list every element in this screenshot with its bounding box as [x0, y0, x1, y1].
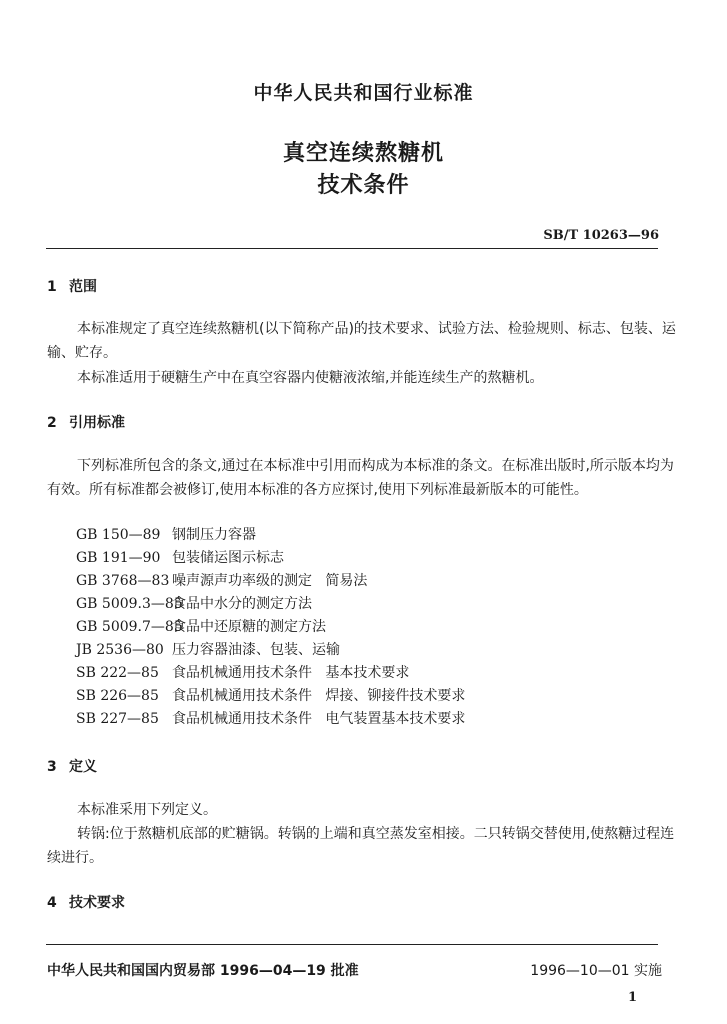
section-title: 引用标准	[69, 415, 125, 431]
reference-code: GB 150—89	[76, 527, 161, 543]
reference-title: 食品机械通用技术条件 焊接、铆接件技术要求	[172, 688, 466, 704]
top-divider	[46, 248, 658, 249]
reference-item	[76, 685, 465, 708]
reference-item	[76, 547, 284, 570]
reference-code: SB 226—85	[76, 688, 159, 704]
paragraph: 下列标准所包含的条文,通过在本标准中引用而构成为本标准的条文。在标准出版时,所示版本均为有效。所有标准都会被修订,使用本标准的各方应探讨,使用下列标准最新版本的可能性。	[47, 458, 674, 498]
reference-code: JB 2536—80	[76, 642, 164, 658]
section-heading-1	[47, 276, 97, 296]
reference-code: GB 5009.3—85	[76, 596, 183, 612]
section-number: 1	[47, 279, 57, 295]
section-title: 技术要求	[69, 895, 125, 911]
standard-category-header: 中华人民共和国行业标准	[253, 82, 474, 104]
reference-item	[76, 662, 409, 685]
paragraph: 本标准采用下列定义。	[77, 802, 217, 818]
reference-code: GB 191—90	[76, 550, 161, 566]
effective-date: 1996—10—01 实施	[530, 963, 662, 979]
section-heading-2	[47, 412, 125, 432]
reference-code: SB 222—85	[76, 665, 159, 681]
reference-item	[76, 639, 340, 662]
reference-item	[76, 524, 256, 547]
section-number: 4	[47, 895, 57, 911]
reference-code: GB 5009.7—85	[76, 619, 183, 635]
reference-item	[76, 593, 312, 616]
section-number: 2	[47, 415, 57, 431]
reference-item	[76, 708, 465, 731]
section-heading-3	[47, 756, 97, 776]
section-title: 范围	[69, 279, 97, 295]
reference-title: 食品中还原糖的测定方法	[172, 619, 326, 635]
page-number: 1	[627, 990, 637, 1005]
reference-title: 钢制压力容器	[172, 527, 256, 543]
document-title-line1: 真空连续熬糖机	[282, 141, 444, 166]
paragraph: 转锅:位于熬糖机底部的贮糖锅。转锅的上端和真空蒸发室相接。二只转锅交替使用,使熬糖过程连续进行。	[47, 826, 675, 866]
paragraph: 本标准适用于硬糖生产中在真空容器内使糖液浓缩,并能连续生产的熬糖机。	[77, 370, 544, 386]
reference-code: SB 227—85	[76, 711, 159, 727]
reference-item	[76, 570, 367, 593]
section-number: 3	[47, 759, 57, 775]
standard-number: SB/T 10263—96	[543, 228, 659, 243]
reference-title: 食品中水分的测定方法	[172, 596, 312, 612]
document-title-line2: 技术条件	[317, 173, 410, 198]
approval-line: 中华人民共和国国内贸易部 1996—04—19 批准	[47, 963, 359, 979]
section-heading-4	[47, 892, 125, 912]
bottom-divider	[46, 944, 658, 945]
section-title: 定义	[69, 759, 97, 775]
reference-title: 包装储运图示标志	[172, 550, 284, 566]
reference-code: GB 3768—83	[76, 573, 170, 589]
reference-title: 噪声源声功率级的测定 简易法	[172, 573, 368, 589]
reference-title: 食品机械通用技术条件 基本技术要求	[172, 665, 410, 681]
reference-title: 食品机械通用技术条件 电气装置基本技术要求	[172, 711, 466, 727]
paragraph: 本标准规定了真空连续熬糖机(以下简称产品)的技术要求、试验方法、检验规则、标志、包装、运输、贮存。	[47, 321, 676, 361]
reference-title: 压力容器油漆、包装、运输	[172, 642, 340, 658]
reference-item	[76, 616, 326, 639]
